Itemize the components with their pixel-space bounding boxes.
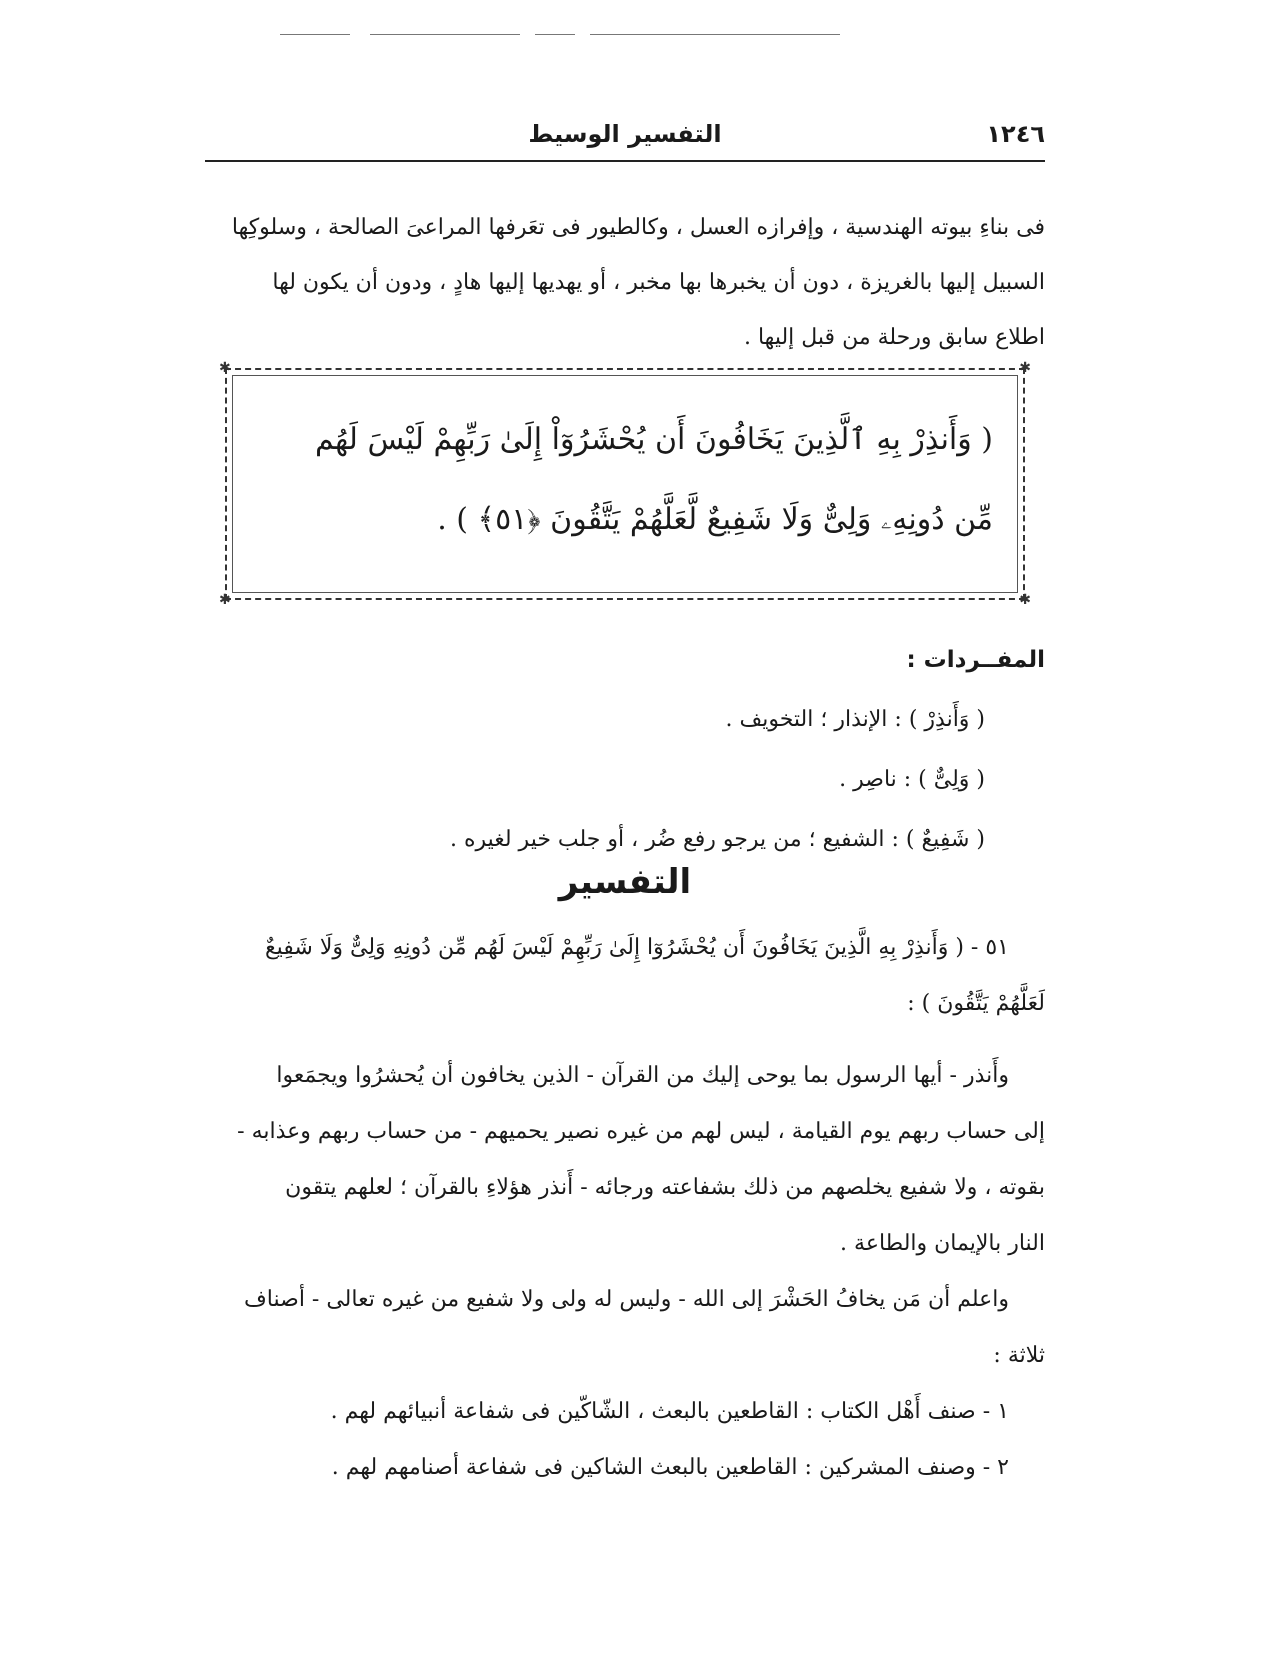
list-item: ١ - صنف أَهْل الكتاب : القاطعين بالبعث ، الشّاكّين فى شفاعة أنبيائهم لهم . — [330, 1399, 1009, 1424]
page-number: ١٢٤٦ — [986, 120, 1045, 148]
intro-line: السبيل إليها بالغريزة ، دون أن يخبرها بها مخبر ، أو يهديها إليها هادٍ ، ودون أن يكون لها — [272, 270, 1045, 295]
vocabulary-heading: المفــردات : — [906, 647, 1045, 673]
vocabulary-item: ( شَفِيعٌ ) : الشفيع ؛ من يرجو رفع ضُر ، أو جلب خير لغيره . — [449, 827, 985, 852]
corner-star-icon: ✱ — [1019, 360, 1031, 376]
tafsir-line: بقوته ، ولا شفيع يخلصهم من ذلك بشفاعته ورجائه - أَنذر هؤلاءِ بالقرآن ؛ لعلهم يتقون — [285, 1175, 1045, 1200]
corner-star-icon: ✱ — [1019, 592, 1031, 608]
verse-line: مِّن دُونِهِۦ وَلِىٌّ وَلَا شَفِيعٌ لَّعَلَّهُمْ يَتَّقُونَ ﴿٥١﴾ ) . — [437, 502, 993, 537]
corner-star-icon: ✱ — [219, 592, 231, 608]
intro-line: اطلاع سابق ورحلة من قبل إليها . — [743, 325, 1045, 350]
tafsir-line: وأَنذر - أيها الرسول بما يوحى إليك من القرآن - الذين يخافون أن يُحشرُوا ويجمَعوا — [276, 1063, 1009, 1088]
verse-line: ( وَأَنذِرْ بِهِ ٱلَّذِينَ يَخَافُونَ أَن يُحْشَرُوٓاْ إِلَىٰ رَبِّهِمْ لَيْسَ لَهُم — [315, 422, 993, 457]
intro-line: فى بناءِ بيوته الهندسية ، وإفرازه العسل ، وكالطيور فى تعَرفها المراعىَ الصالحة ، وسلوكِها — [231, 215, 1045, 240]
tafsir-line: واعلم أن مَن يخافُ الحَشْرَ إلى الله - وليس له ولى ولا شفيع من غيره تعالى - أصناف — [243, 1287, 1009, 1312]
verse-reference-line: ٥١ - ( وَأَنذِرْ بِهِ الَّذِينَ يَخَافُونَ أَن يُحْشَرُوٓا إِلَىٰ رَبِّهِمْ لَيْسَ لَهُم مِّن دُونِهِ وَلِىٌّ وَلَا شَفِيعٌ — [264, 935, 1009, 960]
verse-reference-line: لَعَلَّهُمْ يَتَّقُونَ ) : — [907, 991, 1045, 1016]
tafsir-line: إلى حساب ربهم يوم القيامة ، ليس لهم من غيره نصير يحميهم - من حساب ربهم وعذابه - — [237, 1119, 1045, 1144]
tafsir-line: النار بالإيمان والطاعة . — [840, 1231, 1045, 1256]
vocabulary-item: ( وَأَنذِرْ ) : الإنذار ؛ التخويف . — [725, 707, 985, 732]
tafsir-line: ثلاثة : — [993, 1343, 1045, 1368]
vocabulary-item: ( وَلِىٌّ ) : ناصِر . — [839, 767, 985, 792]
tafsir-section — [205, 920, 1045, 1496]
tafsir-heading: التفسير — [558, 862, 692, 902]
corner-star-icon: ✱ — [219, 360, 231, 376]
intro-paragraph — [205, 200, 1045, 365]
verse-frame — [219, 360, 1031, 608]
page-header — [205, 118, 1045, 158]
quran-verse — [257, 400, 993, 560]
list-item: ٢ - وصنف المشركين : القاطعين بالبعث الشاكين فى شفاعة أصنامهم لهم . — [331, 1455, 1009, 1480]
header-rule — [205, 160, 1045, 162]
running-title: التفسير الوسيط — [528, 120, 722, 148]
top-scan-lines — [280, 34, 840, 36]
vocabulary-section — [205, 630, 1045, 870]
